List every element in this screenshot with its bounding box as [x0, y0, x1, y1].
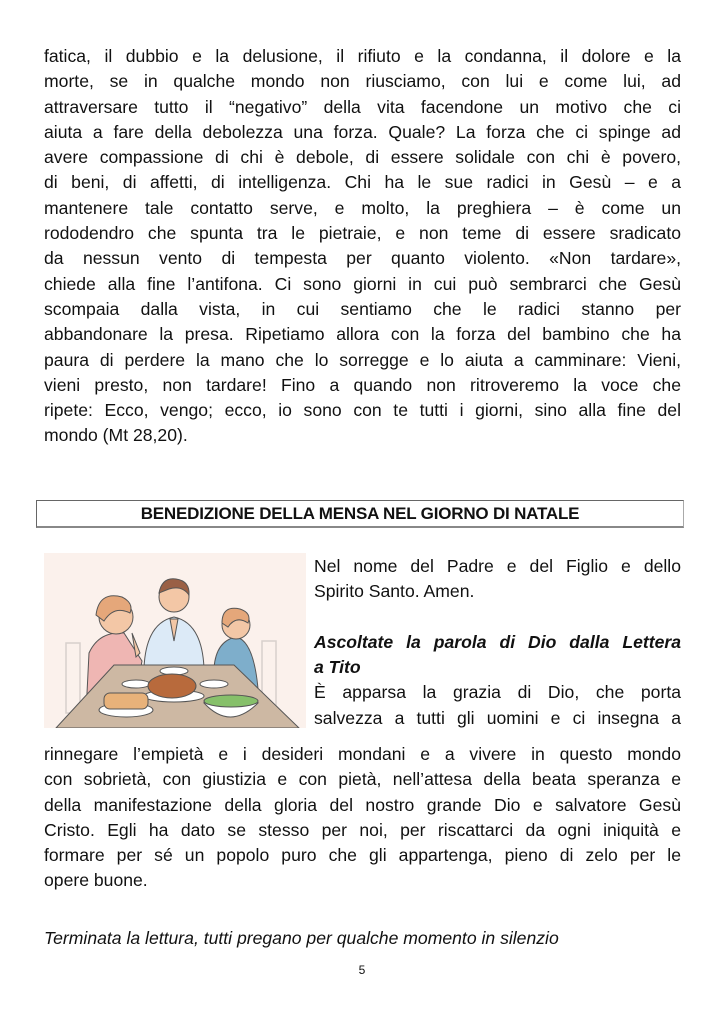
text-line: vieni presto, non tardare! Fino a quando non ritroveremo la voce che	[44, 374, 681, 395]
reading-line: È apparsa la grazia di Dio, che porta	[314, 682, 681, 703]
text-line: mantenere tale contatto serve, e molto, la preghiera – è come un	[44, 197, 681, 218]
invocation-line: Nel nome del Padre e del Figlio e dello	[314, 556, 681, 576]
text-line: rinnegare l’empietà e i desideri mondani e a vivere in questo mondo	[44, 744, 681, 764]
text-line: avere compassione di chi è debole, di essere solidale con chi è povero,	[44, 147, 681, 168]
paragraph-reading-continued	[44, 742, 681, 894]
reading-line: salvezza a tutti gli uomini e ci insegna a	[314, 707, 681, 728]
page-number: 5	[358, 963, 366, 977]
text-line: abbandonare la presa. Ripetiamo allora con la forza del bambino che ha	[44, 324, 681, 345]
reading-title-line: a Tito	[314, 657, 361, 678]
text-line: di beni, di affetti, di intelligenza. Chi ha le sue radici in Gesù – e a	[44, 172, 681, 193]
paragraph-reflection	[44, 44, 681, 449]
text-line: morte, se in qualche mondo non riusciamo, con lui e come lui, ad	[44, 71, 681, 92]
text-line: con sobrietà, con giustizia e con pietà, nell’attesa della beata speranza e	[44, 769, 681, 790]
closing-instruction: Terminata la lettura, tutti pregano per qualche momento in silenzio	[44, 928, 559, 948]
invocation-line: Spirito Santo. Amen.	[314, 581, 475, 602]
section-heading: BENEDIZIONE DELLA MENSA NEL GIORNO DI NATALE	[140, 503, 580, 523]
text-line: scompaia dalla vista, in cui sentiamo che le radici stanno per	[44, 298, 681, 319]
family-prayer-illustration	[44, 553, 306, 728]
text-line: chiede alla fine l’antifona. Ci sono giorni in cui può sembrarci che Gesù	[44, 273, 681, 294]
text-line: della manifestazione della gloria del nostro grande Dio e salvatore Gesù	[44, 794, 681, 815]
text-line: rododendro che spunta tra le pietraie, e non teme di essere sradicato	[44, 223, 681, 244]
family-prayer-image	[44, 553, 306, 728]
text-line: mondo (Mt 28,20).	[44, 425, 188, 446]
text-line: attraversare tutto il “negativo” della vita facendone un motivo che ci	[44, 96, 681, 117]
text-line: da nessun vento di tempesta per quanto violento. «Non tardare»,	[44, 248, 681, 269]
text-line: aiuta a fare della debolezza una forza. Quale? La forza che ci spinge ad	[44, 121, 681, 142]
text-line: opere buone.	[44, 870, 148, 891]
blessing-column	[314, 554, 681, 731]
text-line: fatica, il dubbio e la delusione, il rifiuto e la condanna, il dolore e la	[44, 46, 681, 66]
text-line: Cristo. Egli ha dato se stesso per noi, per riscattarci da ogni iniquità e	[44, 819, 681, 840]
text-line: ripete: Ecco, vengo; ecco, io sono con te tutti i giorni, sino alla fine del	[44, 400, 681, 421]
text-line: formare per sé un popolo puro che gli appartenga, pieno di zelo per le	[44, 845, 681, 866]
text-line: paura di perdere la mano che lo sorregge e lo aiuta a camminare: Vieni,	[44, 349, 681, 370]
section-heading-box	[36, 500, 684, 528]
reading-title-line: Ascoltate la parola di Dio dalla Lettera	[314, 631, 681, 652]
